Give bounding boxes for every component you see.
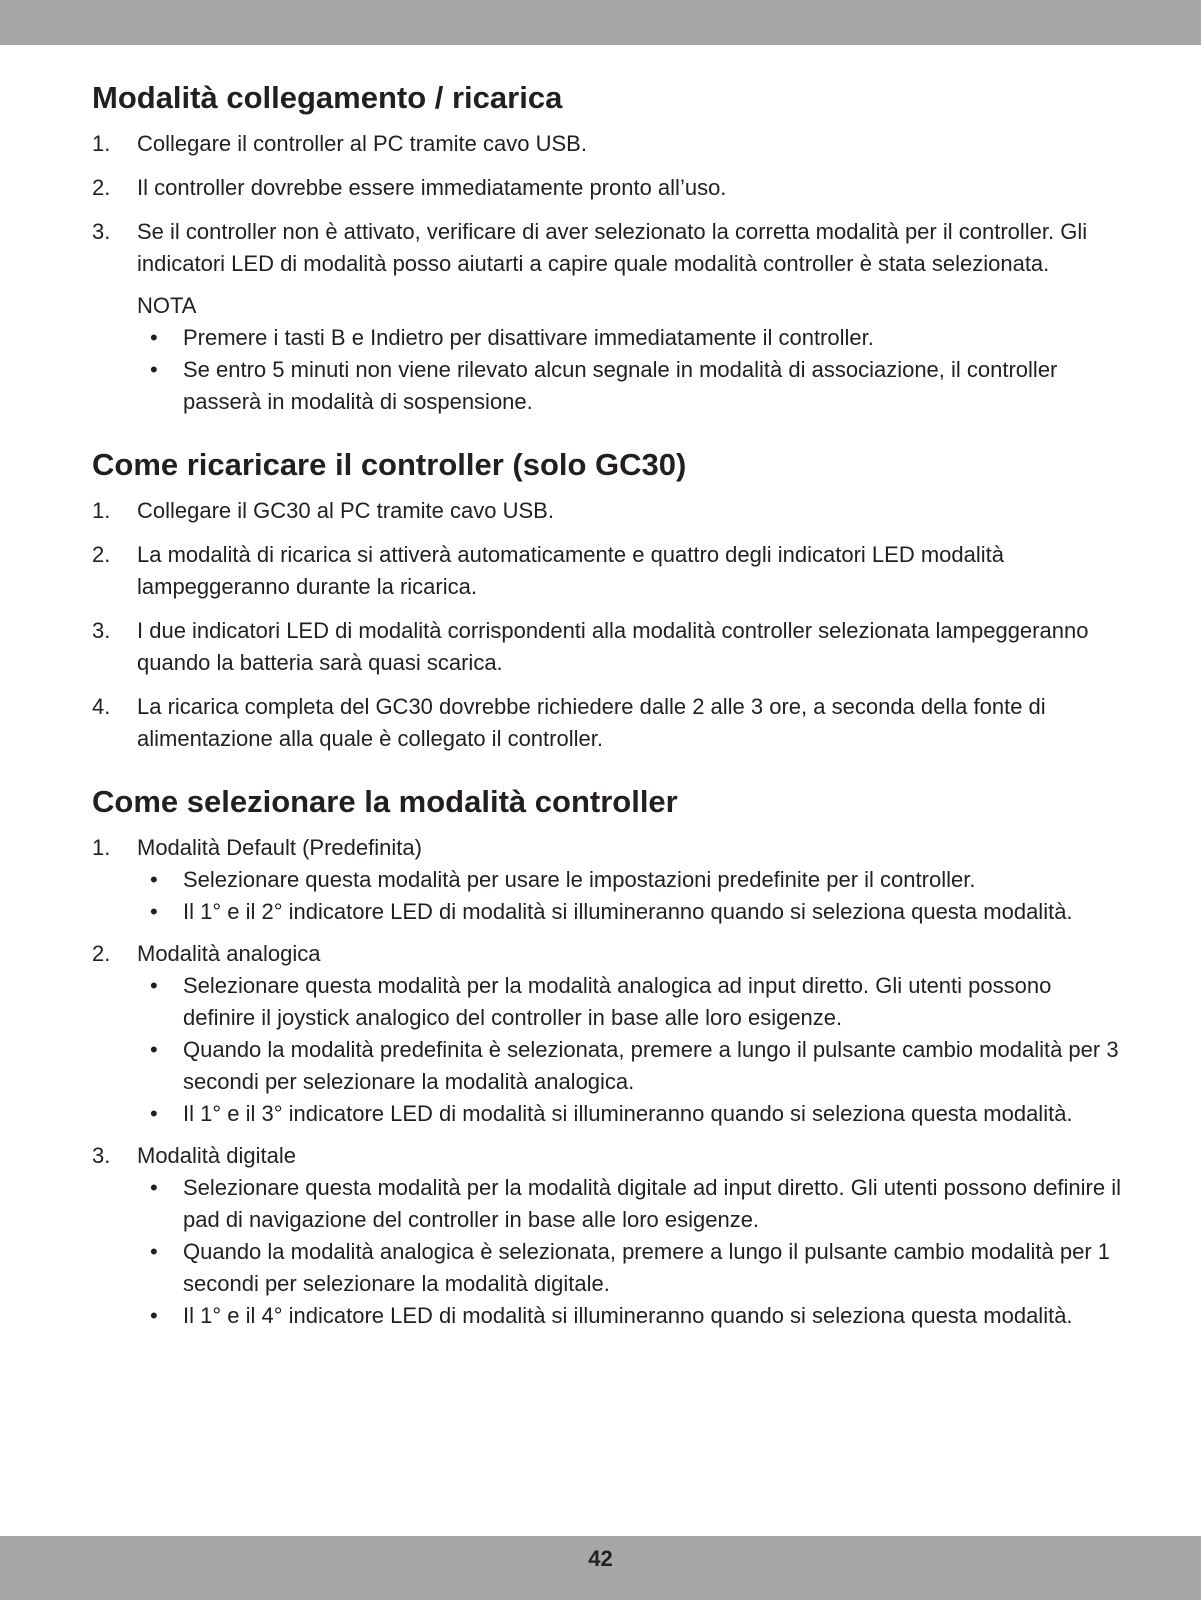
bullet-item (137, 322, 1122, 354)
step-number: 2. (92, 175, 111, 200)
header-band (0, 0, 1201, 45)
step-item (92, 691, 1122, 755)
note-label: NOTA (137, 293, 197, 318)
step-number: 2. (92, 542, 111, 567)
step-item (92, 216, 1122, 418)
step-number: 3. (92, 219, 111, 244)
bullet-text: Selezionare questa modalità per usare le impostazioni predefinite per il controller. (183, 867, 976, 892)
section-title: Modalità collegamento / ricarica (92, 80, 563, 115)
step-item (92, 832, 1122, 928)
step-text: I due indicatori LED di modalità corrispondenti alla modalità controller selezionata lampeggeranno quando la batteria sarà quasi scarica. (137, 618, 1089, 675)
bullet-icon: • (150, 1175, 158, 1200)
step-item (92, 128, 1122, 160)
bullet-text: Il 1° e il 2° indicatore LED di modalità si illumineranno quando si seleziona questa modalità. (183, 899, 1073, 924)
bullet-icon: • (150, 1037, 158, 1062)
step-number: 4. (92, 694, 111, 719)
bullet-item (137, 354, 1122, 418)
step-bullets (137, 1172, 1122, 1332)
section-select-mode (92, 782, 1122, 1332)
bullet-text: Quando la modalità predefinita è selezionata, premere a lungo il pulsante cambio modalità per 3 secondi per selezionare la modalità analogica. (183, 1037, 1119, 1094)
step-text: Collegare il controller al PC tramite cavo USB. (137, 131, 587, 156)
step-number: 3. (92, 618, 111, 643)
step-bullets (137, 864, 1122, 928)
bullet-item (137, 1300, 1122, 1332)
bullet-icon: • (150, 867, 158, 892)
step-text: La modalità di ricarica si attiverà automaticamente e quattro degli indicatori LED modalità lampeggeranno durante la ricarica. (137, 542, 1004, 599)
step-item (92, 938, 1122, 1130)
bullet-icon: • (150, 1303, 158, 1328)
step-text: La ricarica completa del GC30 dovrebbe richiedere dalle 2 alle 3 ore, a seconda della fonte di alimentazione alla quale è collegato il controller. (137, 694, 1046, 751)
page-content (92, 78, 1122, 1332)
section-title: Come selezionare la modalità controller (92, 784, 678, 819)
bullet-icon: • (150, 1239, 158, 1264)
bullet-text: Il 1° e il 3° indicatore LED di modalità si illumineranno quando si seleziona questa modalità. (183, 1101, 1073, 1126)
step-item (92, 172, 1122, 204)
section-title: Come ricaricare il controller (solo GC30) (92, 447, 687, 482)
bullet-text: Selezionare questa modalità per la modalità digitale ad input diretto. Gli utenti possono definire il pad di navigazione del controller in base alle loro esigenze. (183, 1175, 1122, 1232)
bullet-text: Selezionare questa modalità per la modalità analogica ad input diretto. Gli utenti possono definire il joystick analogico del controller in base alle loro esigenze. (183, 973, 1052, 1030)
step-text: Se il controller non è attivato, verificare di aver selezionato la corretta modalità per il controller. Gli indicatori LED di modalità posso aiutarti a capire quale modalità controller è stata selezionata. (137, 219, 1088, 276)
step-number: 3. (92, 1143, 111, 1168)
note-bullets (137, 322, 1122, 418)
step-text: Modalità analogica (137, 941, 321, 966)
step-text: Il controller dovrebbe essere immediatamente pronto all’uso. (137, 175, 727, 200)
step-text: Collegare il GC30 al PC tramite cavo USB. (137, 498, 554, 523)
step-number: 1. (92, 131, 111, 156)
bullet-item (137, 1236, 1122, 1300)
step-number: 1. (92, 498, 111, 523)
steps-list (92, 128, 1122, 418)
section-charging-gc30 (92, 445, 1122, 755)
bullet-icon: • (150, 325, 158, 350)
step-bullets (137, 970, 1122, 1130)
bullet-icon: • (150, 1101, 158, 1126)
steps-list (92, 495, 1122, 755)
steps-list (92, 832, 1122, 1332)
bullet-item (137, 970, 1122, 1034)
bullet-item (137, 1172, 1122, 1236)
bullet-item (137, 1034, 1122, 1098)
bullet-text: Premere i tasti B e Indietro per disattivare immediatamente il controller. (183, 325, 874, 350)
section-connection-charging (92, 78, 1122, 418)
bullet-item (137, 896, 1122, 928)
page-number: 42 (588, 1546, 613, 1571)
step-number: 1. (92, 835, 111, 860)
bullet-icon: • (150, 899, 158, 924)
step-text: Modalità Default (Predefinita) (137, 835, 422, 860)
bullet-text: Se entro 5 minuti non viene rilevato alcun segnale in modalità di associazione, il controller passerà in modalità di sospensione. (183, 357, 1058, 414)
step-item (92, 1140, 1122, 1332)
bullet-text: Il 1° e il 4° indicatore LED di modalità si illumineranno quando si seleziona questa modalità. (183, 1303, 1073, 1328)
bullet-icon: • (150, 973, 158, 998)
bullet-item (137, 864, 1122, 896)
step-item (92, 539, 1122, 603)
step-item (92, 495, 1122, 527)
bullet-text: Quando la modalità analogica è selezionata, premere a lungo il pulsante cambio modalità per 1 secondi per selezionare la modalità digitale. (183, 1239, 1111, 1296)
bullet-item (137, 1098, 1122, 1130)
step-item (92, 615, 1122, 679)
step-number: 2. (92, 941, 111, 966)
step-text: Modalità digitale (137, 1143, 296, 1168)
bullet-icon: • (150, 357, 158, 382)
